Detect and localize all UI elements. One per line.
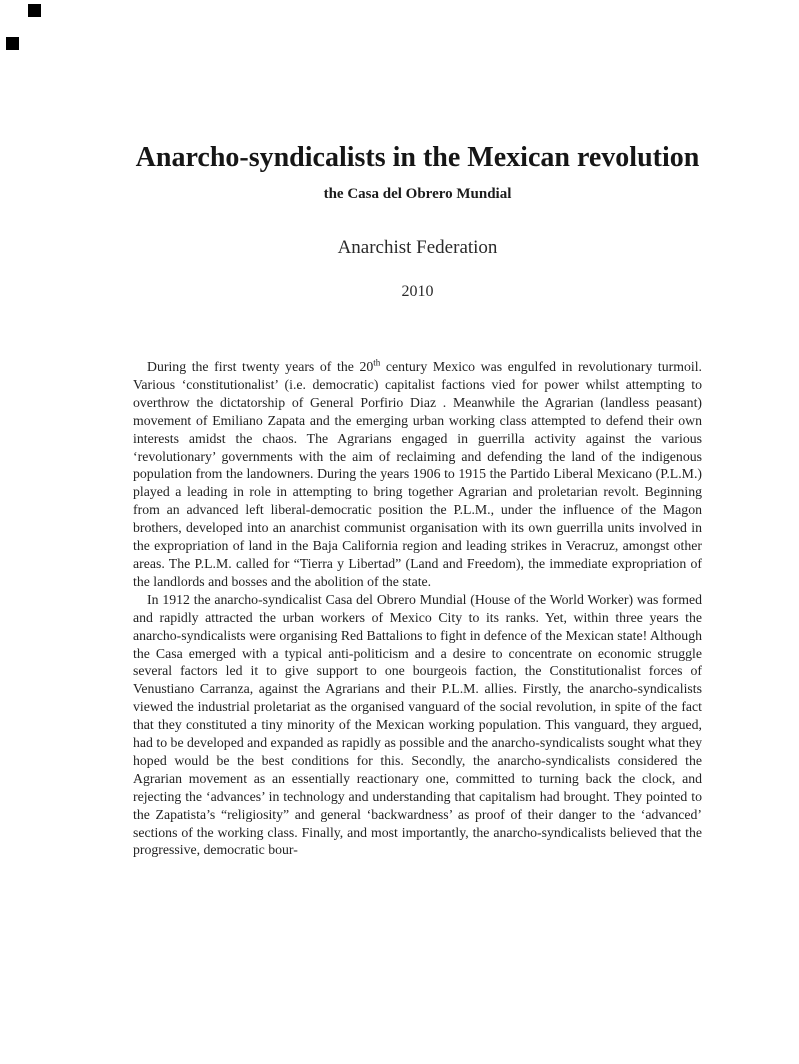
ordinal-superscript: th [373, 357, 381, 368]
paragraph-2: In 1912 the anarcho-syndicalist Casa del Obrero Mundial (House of the World Worker) was formed and rapidly attracted the urban workers of Mexico City to its ranks. Yet, within three years the anarcho-syndicalists were organising Red Battalions to fight in defence of the Mexican state! Although the Casa emerged with a typical anti-politicism and a desire to concentrate on economic struggle several factors led it to give support to one bourgeois faction, the Constitutionalist forces of Venustiano Carranza, against the Agrarians and their P.L.M. allies. Firstly, the anarcho-syndicalists viewed the industrial proletariat as the organised vanguard of the social revolution, in spite of the fact that they constituted a tiny minority of the Mexican working population. This vanguard, they argued, had to be developed and expanded as rapidly as possible and the anarcho-syndicalists sought what they hoped would be the best conditions for this. Secondly, the anarcho-syndicalists considered the Agrarian movement as an essentially reactionary one, committed to turning back the clock, and rejecting the ‘advances’ in technology and understanding that capitalism had brought. They pointed to the Zapatista’s “religiosity” and general ‘backwardness’ as proof of their danger to the ‘advanced’ sections of the working class. Finally, and most importantly, the anarcho-syndicalists believed that the progressive, democratic bour- [133, 591, 702, 858]
page-title: Anarcho-syndicalists in the Mexican revolution [135, 142, 700, 173]
page-content [133, 0, 702, 859]
paragraph-1-start: During the first twenty years of the 20 [147, 359, 374, 374]
article-body [133, 358, 702, 859]
publication-date: 2010 [401, 283, 434, 300]
page-subtitle: the Casa del Obrero Mundial [323, 186, 512, 202]
paragraph-1-rest: century Mexico was engulfed in revolutionary turmoil. Various ‘constitutionalist’ (i.e. democratic) capitalist factions vied for power whilst attempting to overthrow the dictatorship of General Porfirio Diaz . Meanwhile the Agrarian (landless peasant) movement of Emiliano Zapata and the emerging urban working class attempted to defend their own interests amidst the chaos. The Agrarians engaged in guerrilla activity against the various ‘revolutionary’ governments with the aim of reclaiming and defending the land of the indigenous population from the landowners. During the years 1906 to 1915 the Partido Liberal Mexicano (P.L.M.) played a leading in role in attempting to bring together Agrarian and proletarian revolt. Beginning from an advanced left liberal-democratic position the P.L.M., under the influence of the Magon brothers, developed into an anarchist communist organisation with its own guerrilla units involved in the expropriation of land in the Baja California region and leading strikes in Veracruz, amongst other areas. The P.L.M. called for “Tierra y Libertad” (Land and Freedom), the immediate expropriation of the landlords and bosses and the abolition of the state. [133, 359, 702, 589]
registration-mark-left [6, 37, 19, 50]
registration-mark-top [28, 4, 41, 17]
paragraph-1 [133, 358, 702, 591]
author-name: Anarchist Federation [337, 237, 498, 258]
